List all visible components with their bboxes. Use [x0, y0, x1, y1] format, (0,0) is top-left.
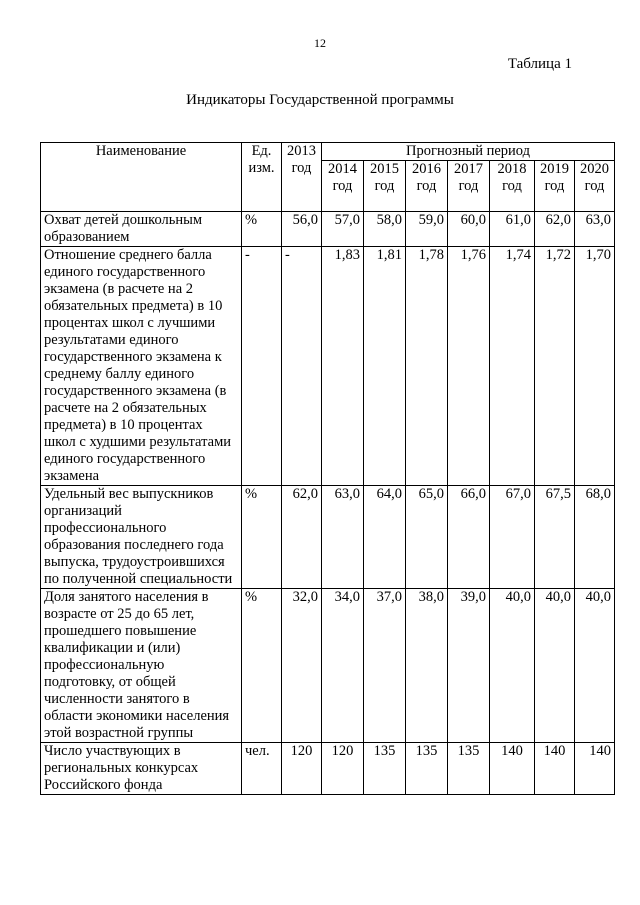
indicator-unit: % [242, 589, 282, 743]
indicator-value: 1,70 [575, 247, 615, 486]
indicator-unit: % [242, 212, 282, 247]
indicator-value: 64,0 [364, 486, 406, 589]
indicator-value: 63,0 [575, 212, 615, 247]
indicator-value: 61,0 [490, 212, 535, 247]
indicator-value: 57,0 [322, 212, 364, 247]
indicator-value: 67,0 [490, 486, 535, 589]
indicator-value: 1,74 [490, 247, 535, 486]
indicator-name: Отношение среднего балла единого государственного экзамена (в расчете на 2 обязательных предмета) в 10 процентах школ с лучшими результатами единого государственного экзамена к среднему баллу единого государственного экзамена (в расчете на 2 обязательных предмета) в 10 процентах школ с худшими результатами единого государственного экзамена [41, 247, 242, 486]
indicator-value: 56,0 [282, 212, 322, 247]
header-year: 2020 год [575, 161, 615, 212]
page-number: 12 [314, 36, 326, 50]
indicator-value: 59,0 [406, 212, 448, 247]
indicator-value: 37,0 [364, 589, 406, 743]
header-forecast-period: Прогнозный период [322, 143, 615, 161]
indicators-table [40, 142, 615, 795]
indicator-value: 120 [282, 743, 322, 795]
indicator-value: 40,0 [535, 589, 575, 743]
indicator-value: 62,0 [282, 486, 322, 589]
header-year: 2017 год [448, 161, 490, 212]
table-row [41, 212, 615, 247]
indicator-value: 140 [575, 743, 615, 795]
indicator-name: Число участвующих в региональных конкурсах Российского фонда [41, 743, 242, 795]
indicator-value: 1,78 [406, 247, 448, 486]
indicator-value: 135 [406, 743, 448, 795]
indicator-name: Охват детей дошкольным образованием [41, 212, 242, 247]
indicator-value: 68,0 [575, 486, 615, 589]
indicator-value: 140 [490, 743, 535, 795]
indicator-unit: - [242, 247, 282, 486]
header-year: 2016 год [406, 161, 448, 212]
indicator-value: 34,0 [322, 589, 364, 743]
indicator-value: 58,0 [364, 212, 406, 247]
table-row [41, 589, 615, 743]
indicator-value: 120 [322, 743, 364, 795]
indicator-value: 39,0 [448, 589, 490, 743]
header-year: 2018 год [490, 161, 535, 212]
indicator-value: 135 [448, 743, 490, 795]
indicator-value: 63,0 [322, 486, 364, 589]
header-year: 2019 год [535, 161, 575, 212]
header-name: Наименование [41, 143, 242, 212]
header-year: 2014 год [322, 161, 364, 212]
indicator-value: 62,0 [535, 212, 575, 247]
indicator-unit: % [242, 486, 282, 589]
indicator-value: 1,83 [322, 247, 364, 486]
indicator-value: 32,0 [282, 589, 322, 743]
table-row [41, 743, 615, 795]
table-label: Таблица 1 [507, 56, 572, 72]
table-row [41, 247, 615, 486]
indicator-value: 40,0 [490, 589, 535, 743]
indicator-value: 38,0 [406, 589, 448, 743]
indicator-value: 140 [535, 743, 575, 795]
header-unit: Ед. изм. [242, 143, 282, 212]
indicator-unit: чел. [242, 743, 282, 795]
indicator-value: 67,5 [535, 486, 575, 589]
header-base-year: 2013 год [282, 143, 322, 212]
indicator-value: 1,72 [535, 247, 575, 486]
indicator-value: 40,0 [575, 589, 615, 743]
header-year: 2015 год [364, 161, 406, 212]
indicator-value: 60,0 [448, 212, 490, 247]
header-row [41, 143, 615, 161]
indicator-value: 135 [364, 743, 406, 795]
indicator-value: 66,0 [448, 486, 490, 589]
table-row [41, 486, 615, 589]
document-title: Индикаторы Государственной программы [186, 92, 454, 108]
indicator-value: 1,76 [448, 247, 490, 486]
indicator-name: Доля занятого населения в возрасте от 25 до 65 лет, прошедшего повышение квалификации и (или) профессиональную подготовку, от общей численности занятого в области экономики населения этой возрастной группы [41, 589, 242, 743]
indicator-name: Удельный вес выпускников организаций профессионального образования последнего года выпуска, трудоустроившихся по полученной специальности [41, 486, 242, 589]
indicator-value: 1,81 [364, 247, 406, 486]
indicator-value: - [282, 247, 322, 486]
indicator-value: 65,0 [406, 486, 448, 589]
